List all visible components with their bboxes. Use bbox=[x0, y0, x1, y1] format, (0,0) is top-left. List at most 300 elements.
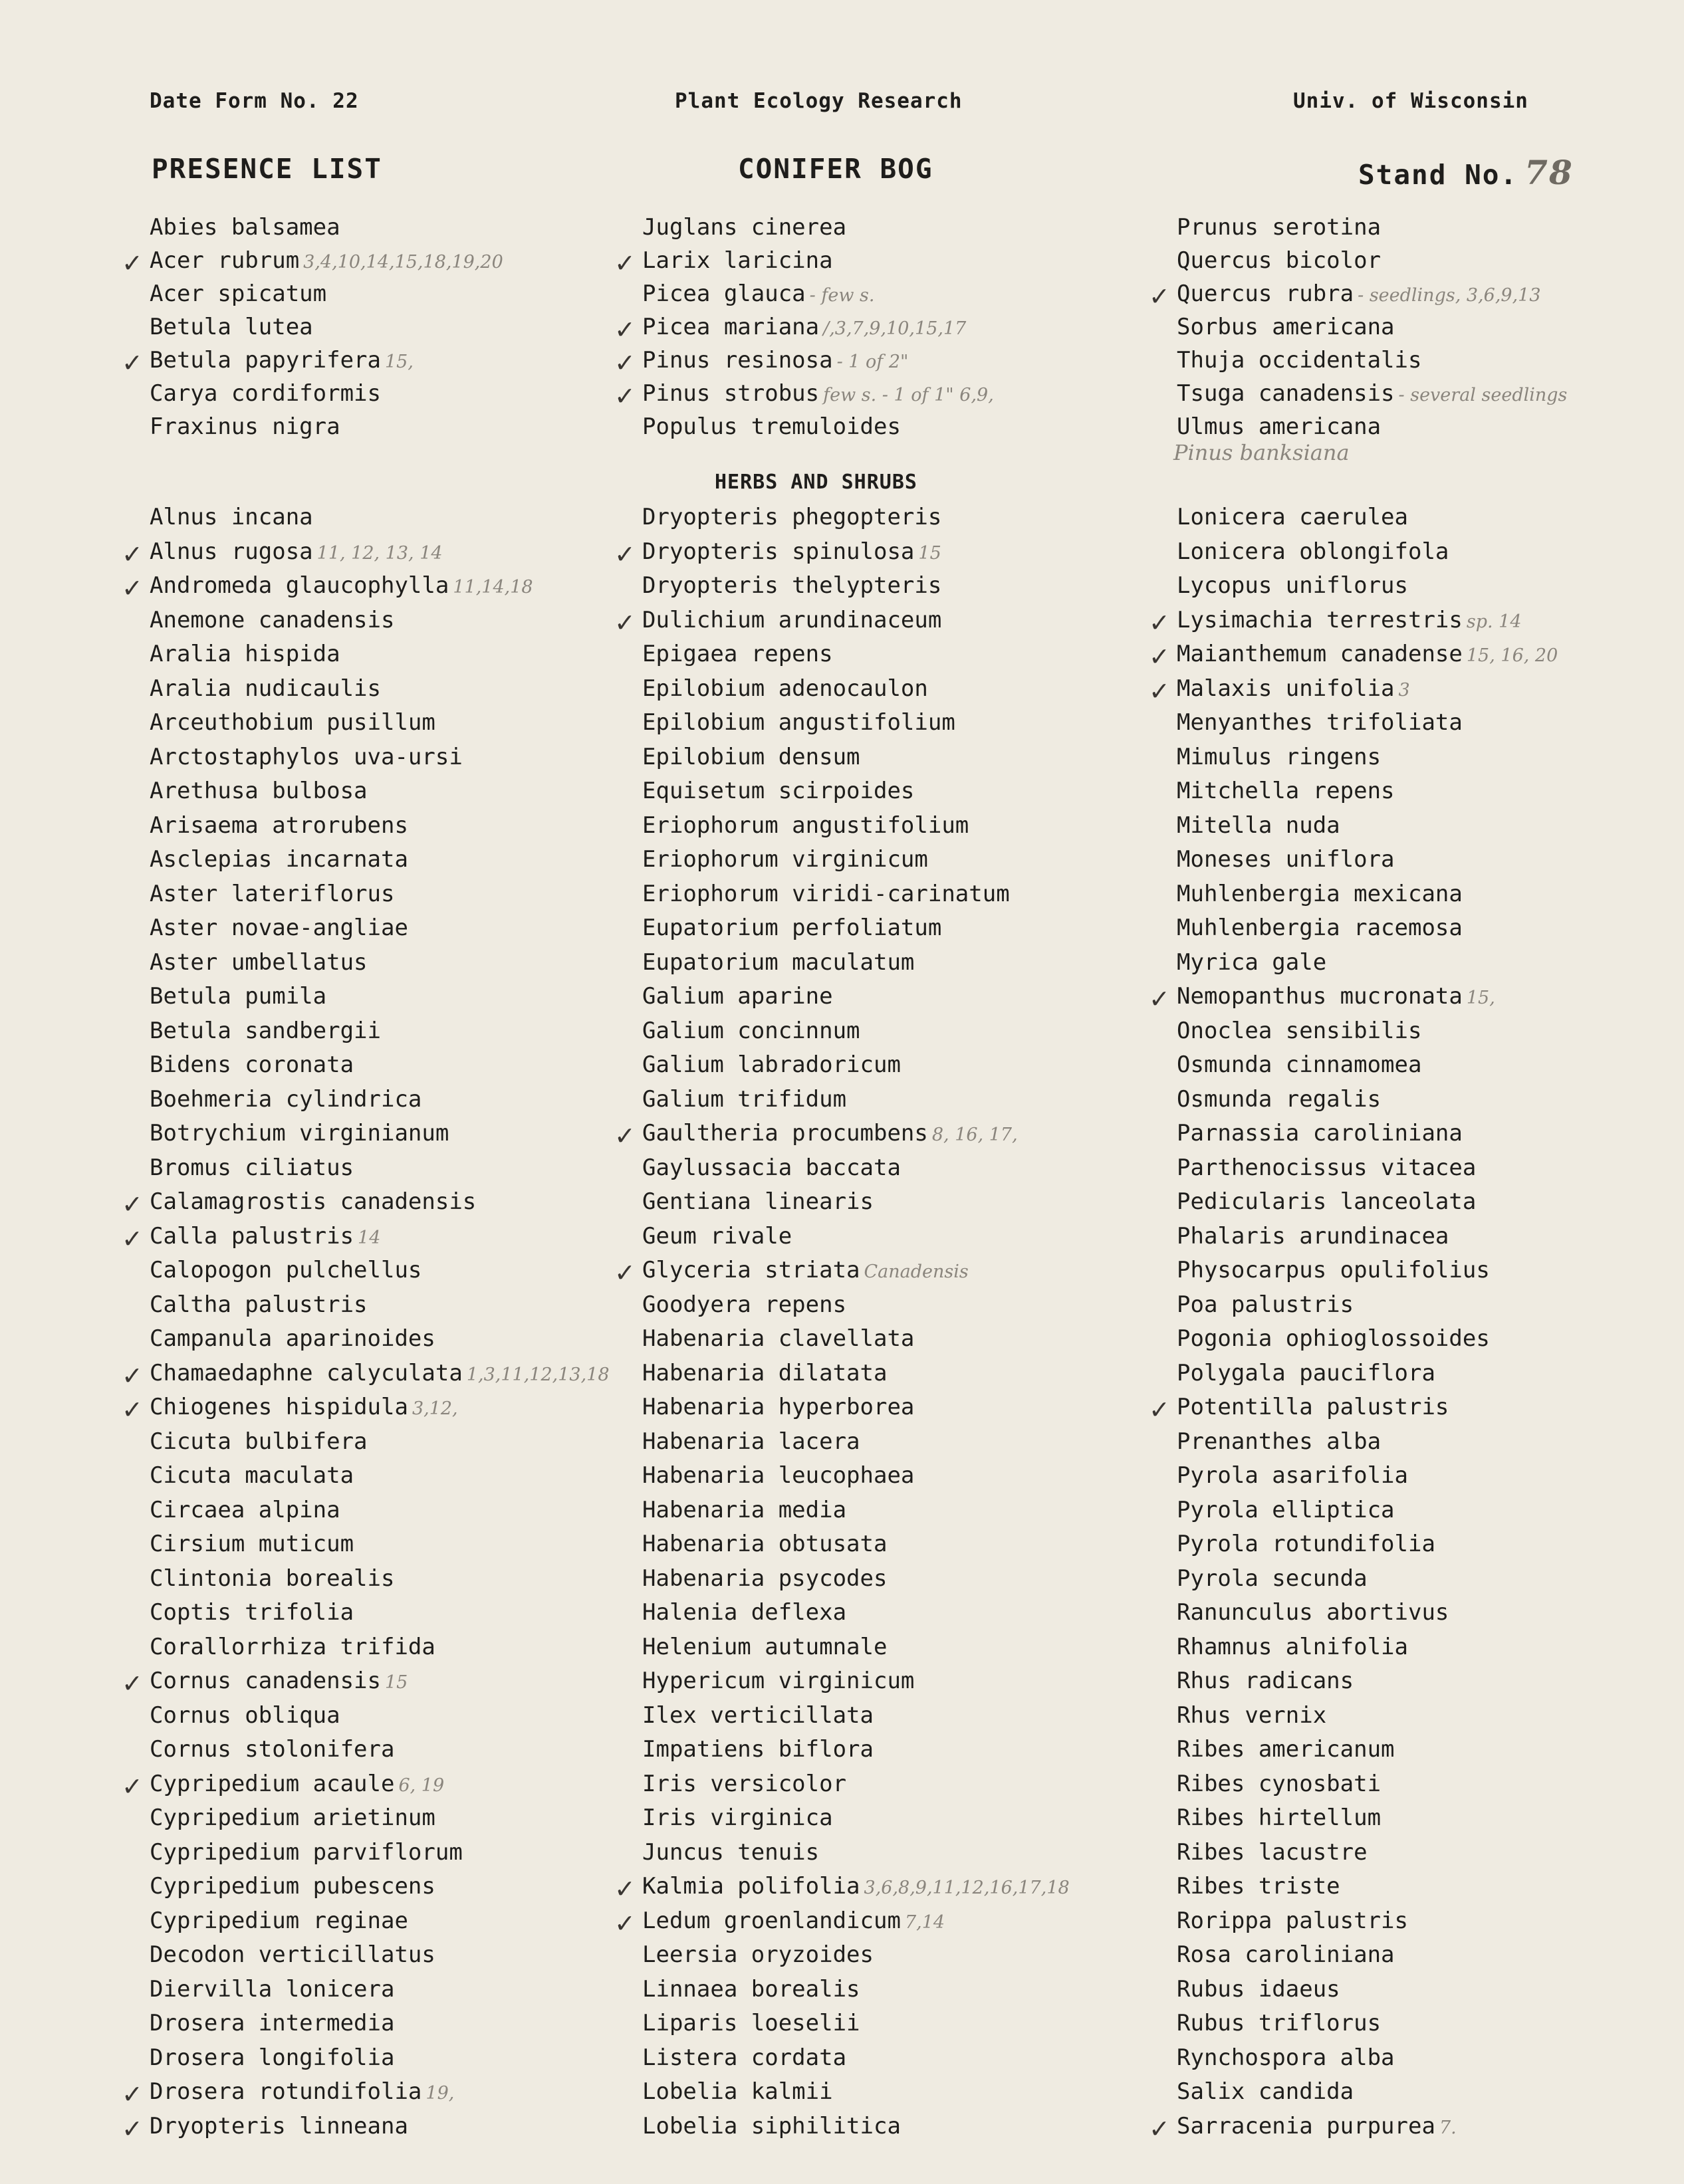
species-name: Linnaea borealis bbox=[642, 1975, 860, 2003]
university-name: Univ. of Wisconsin bbox=[1293, 89, 1528, 113]
species-name: Kalmia polifolia bbox=[642, 1873, 860, 1900]
species-row bbox=[642, 812, 969, 839]
species-row bbox=[1177, 1702, 1326, 1729]
species-name: Salix candida bbox=[1177, 2078, 1354, 2105]
species-row bbox=[1177, 314, 1395, 340]
handwritten-note: 7,14 bbox=[904, 1911, 945, 1933]
species-row bbox=[642, 1668, 914, 1694]
species-name: Impatiens biflora bbox=[642, 1736, 874, 1763]
check-mark-icon: ✓ bbox=[614, 1874, 636, 1904]
species-name: Ilex verticillata bbox=[642, 1701, 874, 1729]
species-row bbox=[1177, 744, 1381, 770]
species-name: Iris versicolor bbox=[642, 1770, 847, 1797]
species-name: Mitella nuda bbox=[1177, 812, 1340, 839]
species-row bbox=[642, 675, 928, 702]
species-name: Drosera rotundifolia bbox=[150, 2078, 422, 2105]
species-row bbox=[614, 606, 942, 637]
species-row bbox=[1177, 778, 1395, 804]
check-mark-icon: ✓ bbox=[1149, 2114, 1170, 2143]
handwritten-note: /,3,7,9,10,15,17 bbox=[823, 318, 967, 339]
species-row bbox=[122, 572, 533, 603]
species-row bbox=[642, 1394, 914, 1420]
species-row bbox=[1177, 1908, 1408, 1934]
species-name: Habenaria media bbox=[642, 1496, 847, 1523]
species-row bbox=[122, 347, 414, 378]
species-row bbox=[1177, 2078, 1354, 2105]
handwritten-note: 6, 19 bbox=[398, 1775, 445, 1796]
species-row bbox=[642, 1291, 846, 1318]
species-row bbox=[642, 1634, 887, 1660]
species-row bbox=[122, 1770, 445, 1801]
species-row bbox=[642, 572, 941, 599]
species-name: Ribes triste bbox=[1177, 1873, 1340, 1900]
species-name: Habenaria leucophaea bbox=[642, 1462, 915, 1489]
species-name: Pyrola elliptica bbox=[1177, 1496, 1395, 1523]
species-name: Betula lutea bbox=[150, 314, 313, 340]
handwritten-note: few s. - 1 of 1" 6,9, bbox=[823, 385, 994, 405]
species-name: Ledum groenlandicum bbox=[642, 1907, 901, 1934]
handwritten-note: 3 bbox=[1398, 679, 1410, 701]
species-row bbox=[1149, 675, 1410, 706]
species-name: Phalaris arundinacea bbox=[1177, 1222, 1449, 1250]
species-name: Cicuta maculata bbox=[150, 1462, 354, 1489]
species-row bbox=[150, 1804, 435, 1831]
species-row bbox=[1177, 1051, 1421, 1078]
species-name: Decodon verticillatus bbox=[150, 1941, 435, 1968]
species-row bbox=[122, 538, 443, 569]
species-name: Lobelia kalmii bbox=[642, 2078, 833, 2105]
species-name: Ribes lacustre bbox=[1177, 1838, 1368, 1866]
check-mark-icon: ✓ bbox=[614, 539, 636, 569]
species-name: Dryopteris phegopteris bbox=[642, 504, 942, 530]
species-name: Coptis trifolia bbox=[150, 1599, 354, 1626]
species-row bbox=[642, 1771, 846, 1797]
species-row bbox=[642, 1325, 914, 1352]
species-name: Cypripedium arietinum bbox=[150, 1804, 435, 1831]
species-name: Parthenocissus vitacea bbox=[1177, 1154, 1477, 1181]
species-name: Gentiana linearis bbox=[642, 1188, 874, 1215]
species-row bbox=[122, 1188, 477, 1219]
species-row bbox=[614, 1907, 945, 1938]
handwritten-note: 15, 16, 20 bbox=[1466, 645, 1558, 666]
species-name: Picea mariana bbox=[642, 314, 820, 340]
handwritten-note: sp. 14 bbox=[1466, 611, 1522, 632]
species-name: Aster novae-angliae bbox=[150, 915, 408, 941]
species-row bbox=[122, 1359, 610, 1390]
species-row bbox=[150, 744, 463, 770]
species-row bbox=[642, 2010, 860, 2036]
species-name: Calla palustris bbox=[150, 1222, 354, 1250]
check-mark-icon: ✓ bbox=[614, 1258, 636, 1287]
species-row bbox=[1177, 881, 1463, 907]
species-row bbox=[642, 2113, 901, 2139]
species-row bbox=[150, 915, 408, 941]
species-name: Dulichium arundinaceum bbox=[642, 606, 942, 633]
species-name: Osmunda cinnamomea bbox=[1177, 1051, 1422, 1078]
handwritten-note: Canadensis bbox=[864, 1261, 969, 1282]
check-mark-icon: ✓ bbox=[614, 1908, 636, 1938]
species-name: Circaea alpina bbox=[150, 1496, 340, 1523]
species-row bbox=[1177, 709, 1463, 736]
species-row bbox=[642, 1428, 860, 1455]
species-row bbox=[642, 1154, 901, 1181]
species-name: Lonicera oblongifola bbox=[1177, 538, 1449, 565]
check-mark-icon: ✓ bbox=[122, 2114, 143, 2143]
form-number: Date Form No. 22 bbox=[150, 89, 359, 113]
species-name: Chiogenes hispidula bbox=[150, 1394, 408, 1420]
species-name: Pogonia ophioglossoides bbox=[1177, 1325, 1490, 1352]
species-row bbox=[1177, 247, 1381, 274]
species-row bbox=[150, 675, 381, 702]
species-row bbox=[150, 1599, 354, 1626]
species-row bbox=[1149, 641, 1558, 671]
species-name: Alnus incana bbox=[150, 504, 313, 530]
species-name: Calamagrostis canadensis bbox=[150, 1188, 477, 1215]
species-name: Cornus canadensis bbox=[150, 1668, 381, 1694]
species-row bbox=[642, 1018, 860, 1044]
species-name: Caltha palustris bbox=[150, 1291, 368, 1318]
species-row bbox=[150, 983, 326, 1010]
species-name: Clintonia borealis bbox=[150, 1565, 395, 1592]
handwritten-note: - 1 of 2" bbox=[836, 352, 909, 372]
species-name: Abies balsamea bbox=[150, 214, 340, 241]
species-name: Eupatorium perfoliatum bbox=[642, 915, 942, 941]
handwritten-note: 1,3,11,12,13,18 bbox=[466, 1364, 610, 1385]
handwritten-note: 19, bbox=[425, 2083, 455, 2104]
species-name: Drosera longifolia bbox=[150, 2044, 395, 2071]
species-name: Epilobium adenocaulon bbox=[642, 675, 928, 702]
species-row bbox=[642, 1360, 887, 1386]
species-row bbox=[1177, 1839, 1368, 1866]
species-name: Listera cordata bbox=[642, 2044, 847, 2071]
species-row bbox=[150, 641, 340, 667]
check-mark-icon: ✓ bbox=[1149, 1395, 1170, 1424]
check-mark-icon: ✓ bbox=[1149, 642, 1170, 671]
species-name: Galium trifidum bbox=[642, 1085, 847, 1113]
species-name: Iris virginica bbox=[642, 1804, 833, 1831]
species-row bbox=[1177, 1257, 1490, 1283]
check-mark-icon: ✓ bbox=[122, 348, 143, 378]
species-row bbox=[150, 1257, 421, 1283]
species-name: Habenaria hyperborea bbox=[642, 1394, 915, 1420]
species-row bbox=[1177, 1154, 1476, 1181]
species-name: Potentilla palustris bbox=[1177, 1394, 1449, 1420]
species-name: Lysimachia terrestris bbox=[1177, 606, 1463, 633]
species-row bbox=[1177, 1565, 1368, 1592]
species-row bbox=[150, 1976, 394, 2003]
species-name: Boehmeria cylindrica bbox=[150, 1085, 422, 1113]
species-name: Aralia nudicaulis bbox=[150, 675, 381, 702]
species-name: Corallorrhiza trifida bbox=[150, 1633, 435, 1660]
species-row bbox=[642, 983, 833, 1010]
species-name: Physocarpus opulifolius bbox=[1177, 1257, 1490, 1283]
species-name: Gaultheria procumbens bbox=[642, 1120, 928, 1147]
species-name: Parnassia caroliniana bbox=[1177, 1120, 1463, 1147]
check-mark-icon: ✓ bbox=[1149, 282, 1170, 311]
species-name: Polygala pauciflora bbox=[1177, 1359, 1435, 1386]
species-row bbox=[1177, 949, 1326, 976]
stand-value: 78 bbox=[1524, 153, 1574, 192]
species-row bbox=[614, 1873, 1070, 1904]
stand-number bbox=[1358, 153, 1574, 192]
species-row bbox=[1177, 846, 1395, 873]
species-name: Malaxis unifolia bbox=[1177, 675, 1395, 702]
species-name: Pyrola secunda bbox=[1177, 1565, 1368, 1592]
species-row bbox=[642, 1599, 846, 1626]
species-row bbox=[642, 1804, 833, 1831]
species-name: Alnus rugosa bbox=[150, 538, 313, 565]
species-name: Lycopus uniflorus bbox=[1177, 572, 1408, 599]
species-name: Larix laricina bbox=[642, 247, 833, 274]
species-name: Nemopanthus mucronata bbox=[1177, 983, 1463, 1010]
check-mark-icon: ✓ bbox=[614, 348, 636, 378]
species-row bbox=[1177, 1668, 1354, 1694]
species-name: Lobelia siphilitica bbox=[642, 2112, 901, 2139]
check-mark-icon: ✓ bbox=[614, 315, 636, 344]
species-name: Ranunculus abortivus bbox=[1177, 1599, 1449, 1626]
species-name: Arceuthobium pusillum bbox=[150, 709, 435, 736]
species-row bbox=[150, 1873, 435, 1900]
species-row bbox=[642, 846, 928, 873]
species-name: Cypripedium pubescens bbox=[150, 1873, 435, 1900]
species-name: Prenanthes alba bbox=[1177, 1428, 1382, 1455]
species-row bbox=[1177, 214, 1381, 241]
species-name: Dryopteris spinulosa bbox=[642, 538, 915, 565]
species-row bbox=[642, 214, 846, 241]
species-row bbox=[1177, 2044, 1395, 2071]
species-row bbox=[122, 2078, 455, 2109]
check-mark-icon: ✓ bbox=[122, 574, 143, 603]
check-mark-icon: ✓ bbox=[1149, 676, 1170, 706]
species-name: Rhus vernix bbox=[1177, 1701, 1327, 1729]
species-row bbox=[122, 1668, 408, 1698]
species-row bbox=[642, 1462, 914, 1489]
species-row bbox=[1149, 983, 1495, 1014]
species-name: Maianthemum canadense bbox=[1177, 641, 1463, 667]
species-name: Cypripedium parviflorum bbox=[150, 1838, 463, 1866]
species-row bbox=[1177, 1018, 1421, 1044]
species-row bbox=[150, 280, 326, 307]
species-row bbox=[614, 314, 967, 344]
handwritten-note: 15 bbox=[918, 542, 941, 564]
species-row bbox=[150, 1908, 408, 1934]
species-row bbox=[642, 1941, 874, 1968]
species-name: Acer spicatum bbox=[150, 280, 327, 307]
species-row bbox=[1177, 1291, 1354, 1318]
species-row bbox=[642, 915, 941, 941]
species-row bbox=[1149, 2112, 1457, 2143]
species-name: Epigaea repens bbox=[642, 641, 833, 667]
species-name: Rhus radicans bbox=[1177, 1668, 1354, 1694]
species-row bbox=[642, 2078, 833, 2105]
species-row bbox=[150, 881, 394, 907]
species-row bbox=[150, 949, 368, 976]
species-name: Habenaria obtusata bbox=[642, 1531, 888, 1557]
species-row bbox=[150, 812, 408, 839]
species-name: Muhlenbergia racemosa bbox=[1177, 915, 1463, 941]
species-name: Galium labradoricum bbox=[642, 1051, 901, 1078]
species-name: Mitchella repens bbox=[1177, 778, 1395, 804]
species-name: Eriophorum viridi-carinatum bbox=[642, 880, 1010, 907]
species-row bbox=[150, 1325, 435, 1352]
species-row bbox=[150, 709, 435, 736]
species-name: Aster umbellatus bbox=[150, 948, 368, 976]
species-row bbox=[642, 1531, 887, 1557]
species-name: Dryopteris thelypteris bbox=[642, 572, 942, 599]
species-row bbox=[614, 380, 994, 411]
species-row bbox=[1177, 2010, 1381, 2036]
species-row bbox=[150, 1462, 354, 1489]
species-row bbox=[1177, 915, 1463, 941]
species-name: Aster lateriflorus bbox=[150, 880, 395, 907]
species-row bbox=[150, 1154, 354, 1181]
species-name: Equisetum scirpoides bbox=[642, 778, 915, 804]
species-name: Rosa caroliniana bbox=[1177, 1941, 1395, 1968]
species-name: Botrychium virginianum bbox=[150, 1120, 449, 1147]
handwritten-note: 3,12, bbox=[412, 1398, 458, 1419]
species-row bbox=[150, 778, 368, 804]
species-name: Halenia deflexa bbox=[642, 1599, 847, 1626]
species-row bbox=[122, 1222, 381, 1254]
species-name: Acer rubrum bbox=[150, 247, 300, 274]
species-row bbox=[150, 1497, 340, 1523]
species-name: Cypripedium reginae bbox=[150, 1907, 408, 1934]
species-row bbox=[642, 1565, 887, 1592]
species-row bbox=[150, 214, 340, 241]
species-name: Onoclea sensibilis bbox=[1177, 1017, 1422, 1044]
species-row bbox=[642, 413, 901, 440]
species-row bbox=[150, 413, 340, 440]
species-row bbox=[1149, 1394, 1449, 1424]
species-name: Cypripedium acaule bbox=[150, 1770, 395, 1797]
species-name: Asclepias incarnata bbox=[150, 846, 408, 873]
species-name: Bromus ciliatus bbox=[150, 1154, 354, 1181]
species-name: Habenaria clavellata bbox=[642, 1325, 915, 1352]
species-row bbox=[1177, 1428, 1381, 1455]
species-name: Betula sandbergii bbox=[150, 1017, 381, 1044]
species-row bbox=[150, 1051, 354, 1078]
species-name: Hypericum virginicum bbox=[642, 1668, 915, 1694]
species-row bbox=[150, 607, 394, 633]
species-name: Carya cordiformis bbox=[150, 380, 381, 407]
species-name: Poa palustris bbox=[1177, 1291, 1354, 1318]
species-row bbox=[1177, 1360, 1435, 1386]
species-name: Cornus stolonifera bbox=[150, 1736, 395, 1763]
species-row bbox=[150, 1702, 340, 1729]
handwritten-note: 3,4,10,14,15,18,19,20 bbox=[303, 252, 503, 273]
species-row bbox=[150, 1120, 449, 1147]
handwritten-note: - few s. bbox=[809, 285, 875, 306]
species-name: Calopogon pulchellus bbox=[150, 1257, 422, 1283]
species-row bbox=[1177, 1976, 1340, 2003]
species-row bbox=[1177, 380, 1567, 407]
species-row bbox=[150, 1736, 394, 1763]
species-name: Mimulus ringens bbox=[1177, 743, 1382, 770]
species-name: Pedicularis lanceolata bbox=[1177, 1188, 1477, 1215]
species-name: Anemone canadensis bbox=[150, 606, 395, 633]
species-row bbox=[642, 1188, 874, 1215]
species-name: Sorbus americana bbox=[1177, 314, 1395, 340]
species-row bbox=[1177, 1873, 1340, 1900]
species-row bbox=[150, 1565, 394, 1592]
check-mark-icon: ✓ bbox=[614, 607, 636, 637]
handwritten-note: 14 bbox=[358, 1227, 381, 1248]
species-name: Ribes hirtellum bbox=[1177, 1804, 1382, 1831]
species-row bbox=[150, 2010, 394, 2036]
species-name: Glyceria striata bbox=[642, 1257, 860, 1283]
check-mark-icon: ✓ bbox=[614, 1121, 636, 1150]
check-mark-icon: ✓ bbox=[1149, 607, 1170, 637]
species-name: Liparis loeselii bbox=[642, 2010, 860, 2036]
species-row bbox=[1177, 504, 1408, 530]
species-row bbox=[122, 1394, 458, 1424]
species-name: Campanula aparinoides bbox=[150, 1325, 435, 1352]
species-row bbox=[1177, 1462, 1408, 1489]
species-row bbox=[642, 1702, 874, 1729]
species-name: Bidens coronata bbox=[150, 1051, 354, 1078]
handwritten-note: - several seedlings bbox=[1398, 385, 1568, 405]
species-name: Myrica gale bbox=[1177, 948, 1327, 976]
species-name: Sarracenia purpurea bbox=[1177, 2112, 1435, 2139]
species-name: Leersia oryzoides bbox=[642, 1941, 874, 1968]
species-row bbox=[122, 247, 503, 278]
species-name: Habenaria lacera bbox=[642, 1428, 860, 1455]
species-row bbox=[1177, 1223, 1449, 1250]
species-name: Arisaema atrorubens bbox=[150, 812, 408, 839]
handwritten-note: 15, bbox=[1466, 988, 1495, 1008]
species-row bbox=[642, 1736, 874, 1763]
species-name: Helenium autumnale bbox=[642, 1633, 888, 1660]
species-name: Fraxinus nigra bbox=[150, 413, 340, 440]
species-name: Pinus resinosa bbox=[642, 347, 833, 374]
species-name: Eriophorum angustifolium bbox=[642, 812, 969, 839]
species-name: Ribes americanum bbox=[1177, 1736, 1395, 1763]
species-name: Thuja occidentalis bbox=[1177, 347, 1422, 374]
species-name: Eupatorium maculatum bbox=[642, 948, 915, 976]
species-row bbox=[1177, 1599, 1449, 1626]
check-mark-icon: ✓ bbox=[1149, 984, 1170, 1014]
species-row bbox=[1177, 347, 1421, 374]
check-mark-icon: ✓ bbox=[122, 1190, 143, 1219]
species-row bbox=[1177, 1736, 1395, 1763]
species-row bbox=[150, 504, 313, 530]
species-name: Moneses uniflora bbox=[1177, 846, 1395, 873]
check-mark-icon: ✓ bbox=[122, 1669, 143, 1698]
species-row bbox=[642, 1086, 846, 1113]
species-row bbox=[1177, 1531, 1435, 1557]
check-mark-icon: ✓ bbox=[614, 382, 636, 411]
species-row bbox=[614, 1120, 1018, 1150]
check-mark-icon: ✓ bbox=[614, 249, 636, 278]
species-name: Chamaedaphne calyculata bbox=[150, 1359, 463, 1386]
species-row bbox=[642, 1839, 819, 1866]
species-row bbox=[614, 247, 833, 278]
species-name: Lonicera caerulea bbox=[1177, 504, 1408, 530]
species-name: Pyrola rotundifolia bbox=[1177, 1531, 1435, 1557]
species-row bbox=[614, 347, 909, 378]
species-row bbox=[642, 1223, 792, 1250]
species-row bbox=[642, 778, 914, 804]
species-row bbox=[150, 1634, 435, 1660]
species-row bbox=[1177, 1804, 1381, 1831]
species-name: Muhlenbergia mexicana bbox=[1177, 880, 1463, 907]
species-name: Arethusa bulbosa bbox=[150, 778, 368, 804]
species-name: Pinus strobus bbox=[642, 380, 820, 407]
species-name: Diervilla lonicera bbox=[150, 1975, 395, 2003]
species-name: Menyanthes trifoliata bbox=[1177, 709, 1463, 736]
species-row bbox=[614, 1257, 969, 1287]
handwritten-note: 11,14,18 bbox=[453, 577, 533, 598]
